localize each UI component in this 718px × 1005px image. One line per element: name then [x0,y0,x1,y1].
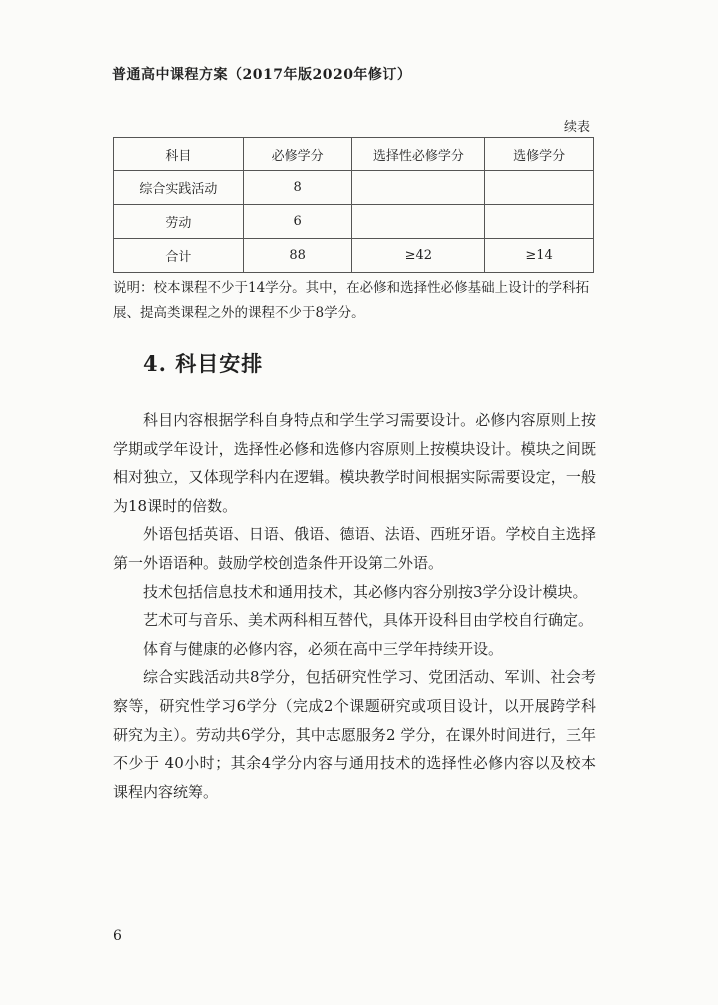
table-cell: ≥14 [485,239,594,273]
column-header: 科目 [114,138,244,171]
table-cell [485,205,594,239]
table-cell: ≥42 [352,239,485,273]
table-cell: 6 [243,205,352,239]
table-row [114,205,594,239]
paragraph: 技术包括信息技术和通用技术，其必修内容分别按3学分设计模块。 [143,582,588,601]
paragraph: 体育与健康的必修内容，必须在高中三学年持续开设。 [143,639,504,658]
column-header: 选择性必修学分 [352,138,485,171]
column-header: 必修学分 [243,138,352,171]
paragraph: 综合实践活动共8学分，包括研究性学习、党团活动、军训、社会考察等，研究性学习6学分（完成2个课题研究或项目设计，以开展跨学科研究为主）。劳动共6学分，其中志愿服务2 学分，在课外时间进行，三年不少于 40小时；其余4学分内容与通用技术的选择性必修内容以及校本课程内容统筹。 [113,668,596,801]
table-cell: 8 [243,171,352,205]
credits-table [113,137,594,273]
page-number: 6 [113,928,122,944]
table-cell [485,171,594,205]
table-cell [352,205,485,239]
table-cell: 88 [243,239,352,273]
table-cell: 综合实践活动 [114,171,244,205]
table-cell: 劳动 [114,205,244,239]
table-note: 说明：校本课程不少于14学分。其中，在必修和选择性必修基础上设计的学科拓展、提高类课程之外的课程不少于8学分。 [113,280,590,321]
table-row [114,171,594,205]
table-row [114,239,594,273]
paragraph: 艺术可与音乐、美术两科相互替代，具体开设科目由学校自行确定。 [143,611,594,630]
column-header: 选修学分 [485,138,594,171]
table-header-row [114,138,594,171]
paragraph: 外语包括英语、日语、俄语、德语、法语、西班牙语。学校自主选择第一外语语种。鼓励学校创造条件开设第二外语。 [113,525,596,572]
paragraph: 科目内容根据学科自身特点和学生学习需要设计。必修内容原则上按学期或学年设计，选择性必修和选修内容原则上按模块设计。模块之间既相对独立，又体现学科内在逻辑。模块教学时间根据实际需要设定，一般为18课时的倍数。 [113,411,596,515]
running-header: 普通高中课程方案（2017年版2020年修订） [112,67,412,83]
section-body [113,406,596,806]
table-cell: 合计 [114,239,244,273]
section-heading: 4. 科目安排 [143,351,264,376]
table-caption: 续表 [563,120,590,135]
table-cell [352,171,485,205]
